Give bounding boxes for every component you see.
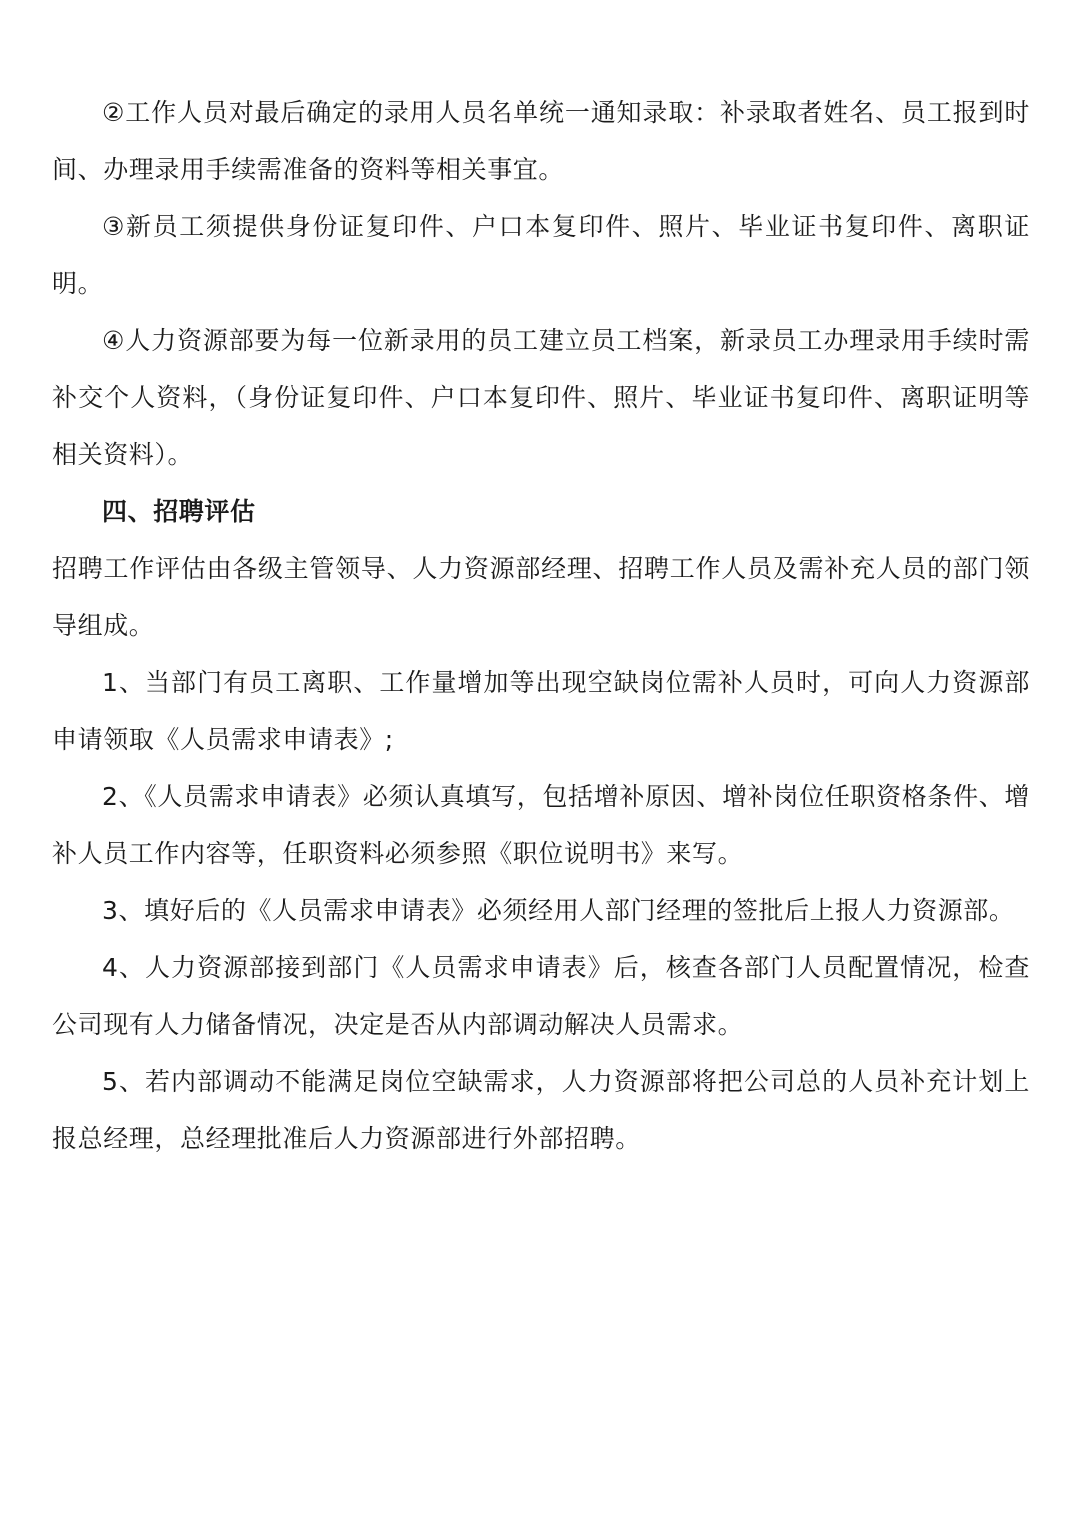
list-item: 3、填好后的《人员需求申请表》必须经用人部门经理的签批后上报人力资源部。 [102,896,1015,925]
list-item: 5、若内部调动不能满足岗位空缺需求，人力资源部将把公司总的人员补充计划上报总经理，总经理批准后人力资源部进行外部招聘。 [52,1067,1030,1153]
list-item: 4、人力资源部接到部门《人员需求申请表》后，核查各部门人员配置情况，检查公司现有人力储备情况，决定是否从内部调动解决人员需求。 [52,953,1030,1039]
section-intro: 招聘工作评估由各级主管领导、人力资源部经理、招聘工作人员及需补充人员的部门领导组成。 [52,554,1030,640]
paragraph-employee-file: ④人力资源部要为每一位新录用的员工建立员工档案，新录员工办理录用手续时需补交个人资料，（身份证复印件、户口本复印件、照片、毕业证书复印件、离职证明等相关资料）。 [52,326,1030,469]
paragraph-notify-hire: ②工作人员对最后确定的录用人员名单统一通知录取：补录取者姓名、员工报到时间、办理录用手续需准备的资料等相关事宜。 [52,98,1030,184]
paragraph-required-documents: ③新员工须提供身份证复印件、户口本复印件、照片、毕业证书复印件、离职证明。 [52,212,1030,298]
section-heading: 四、招聘评估 [102,497,256,526]
list-item: 2、《人员需求申请表》必须认真填写，包括增补原因、增补岗位任职资格条件、增补人员工作内容等，任职资料必须参照《职位说明书》来写。 [52,782,1030,868]
list-item: 1、当部门有员工离职、工作量增加等出现空缺岗位需补人员时，可向人力资源部申请领取《人员需求申请表》; [52,668,1030,754]
